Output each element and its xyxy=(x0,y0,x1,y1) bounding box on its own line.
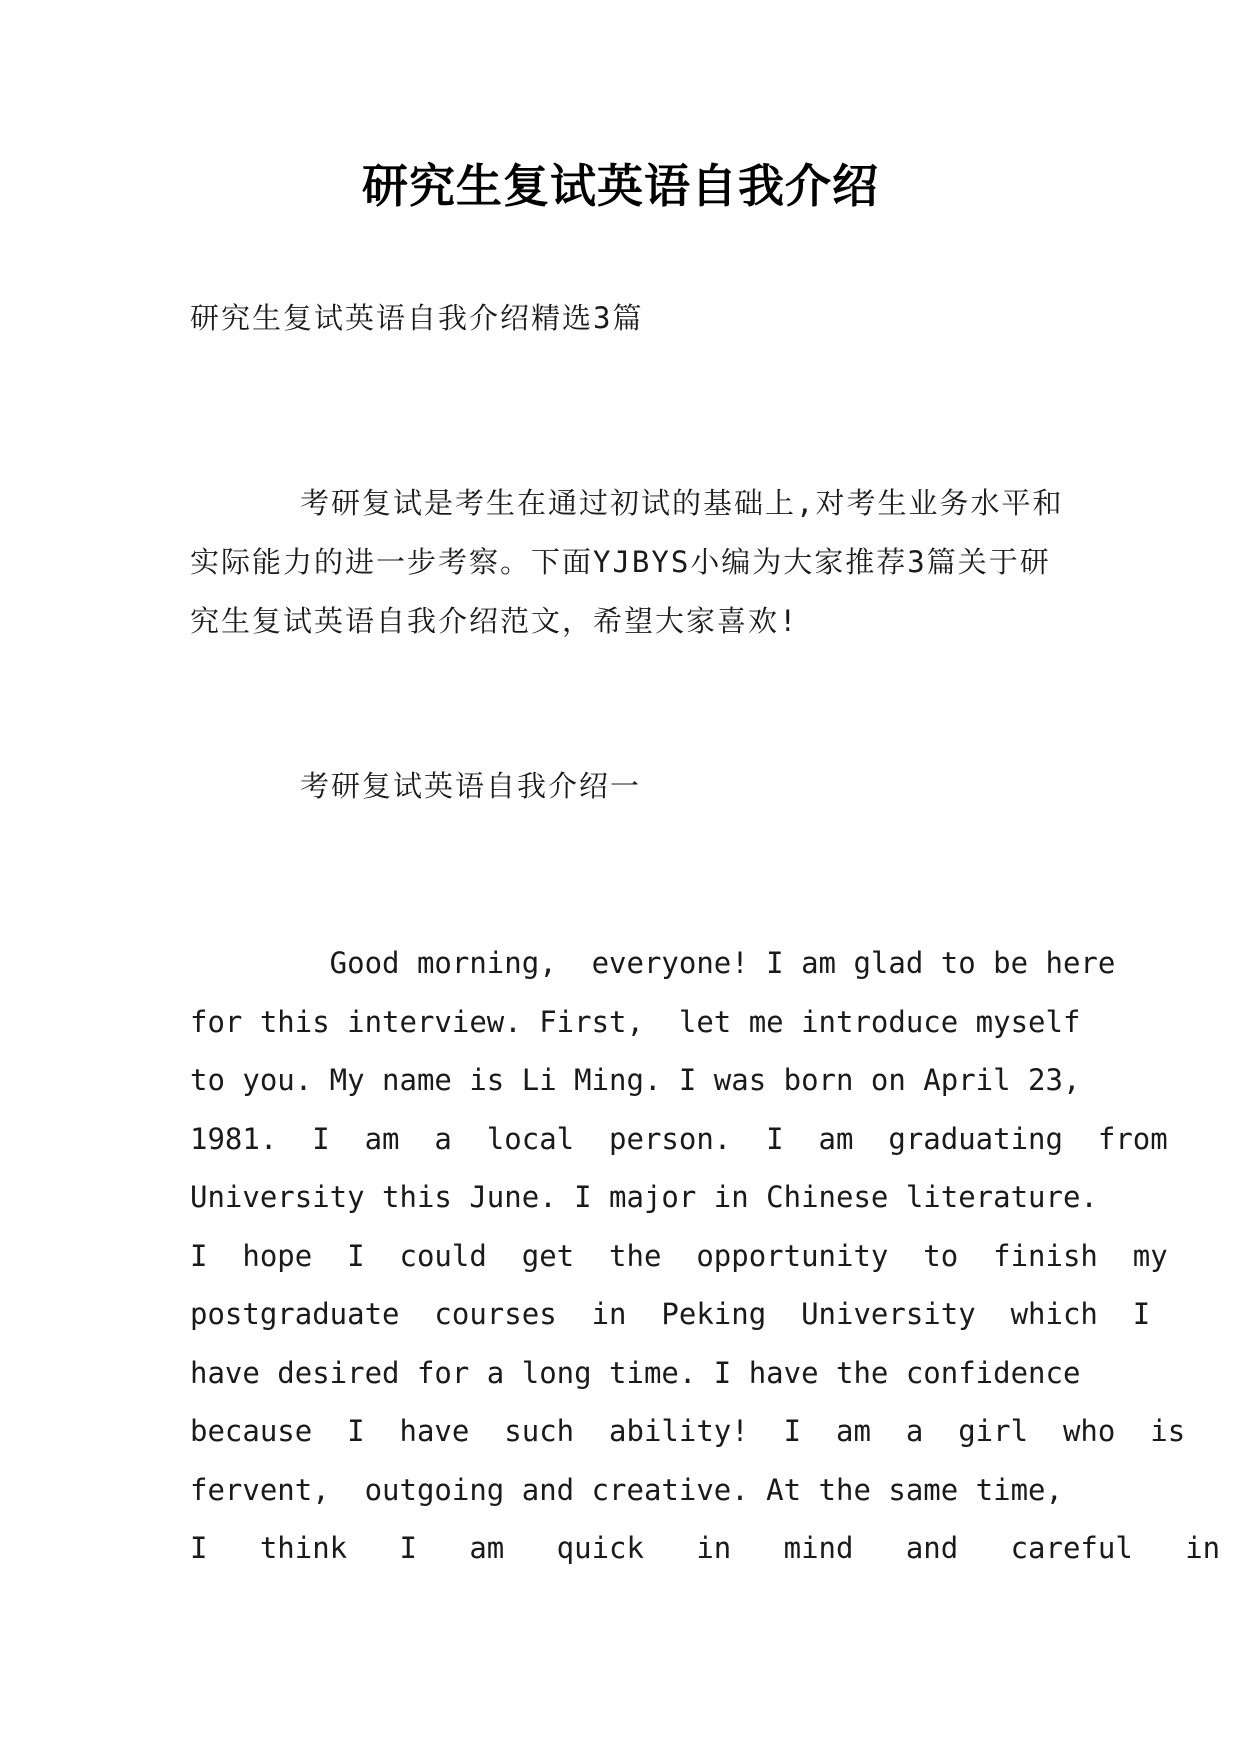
text-line: Good morning, everyone! I am glad to be here xyxy=(190,946,1116,980)
text-line: to you. My name is Li Ming. I was born on April 23, xyxy=(190,1063,1081,1097)
text-line: for this interview. First, let me introduce myself xyxy=(190,1004,1081,1039)
section-heading: 考研复试英语自我介绍一 xyxy=(300,769,642,803)
text-line: University this June. I major in Chinese literature. xyxy=(190,1180,1098,1214)
text-line: have desired for a long time. I have the confidence xyxy=(190,1355,1081,1390)
document-subtitle: 研究生复试英语自我介绍精选3篇 xyxy=(190,301,644,335)
intro-paragraph: 考研复试是考生在通过初试的基础上,对考生业务水平和实际能力的进一步考察。下面YJBYS小编为大家推荐3篇关于研究生复试英语自我介绍范文，希望大家喜欢! xyxy=(190,486,1064,638)
text-line: I hope I could get the opportunity to finish my xyxy=(190,1238,1168,1273)
document-title: 研究生复试英语自我介绍 xyxy=(362,159,879,213)
text-line: because I have such ability! I am a girl who is xyxy=(190,1414,1186,1448)
text-line: postgraduate courses in Peking University which I xyxy=(190,1297,1151,1331)
text-line: 1981. I am a local person. I am graduating from xyxy=(190,1121,1168,1156)
text-line: I think I am quick in mind and careful in xyxy=(190,1531,1221,1565)
text-line: fervent, outgoing and creative. At the same time, xyxy=(190,1472,1063,1507)
english-paragraph xyxy=(190,934,1221,1578)
